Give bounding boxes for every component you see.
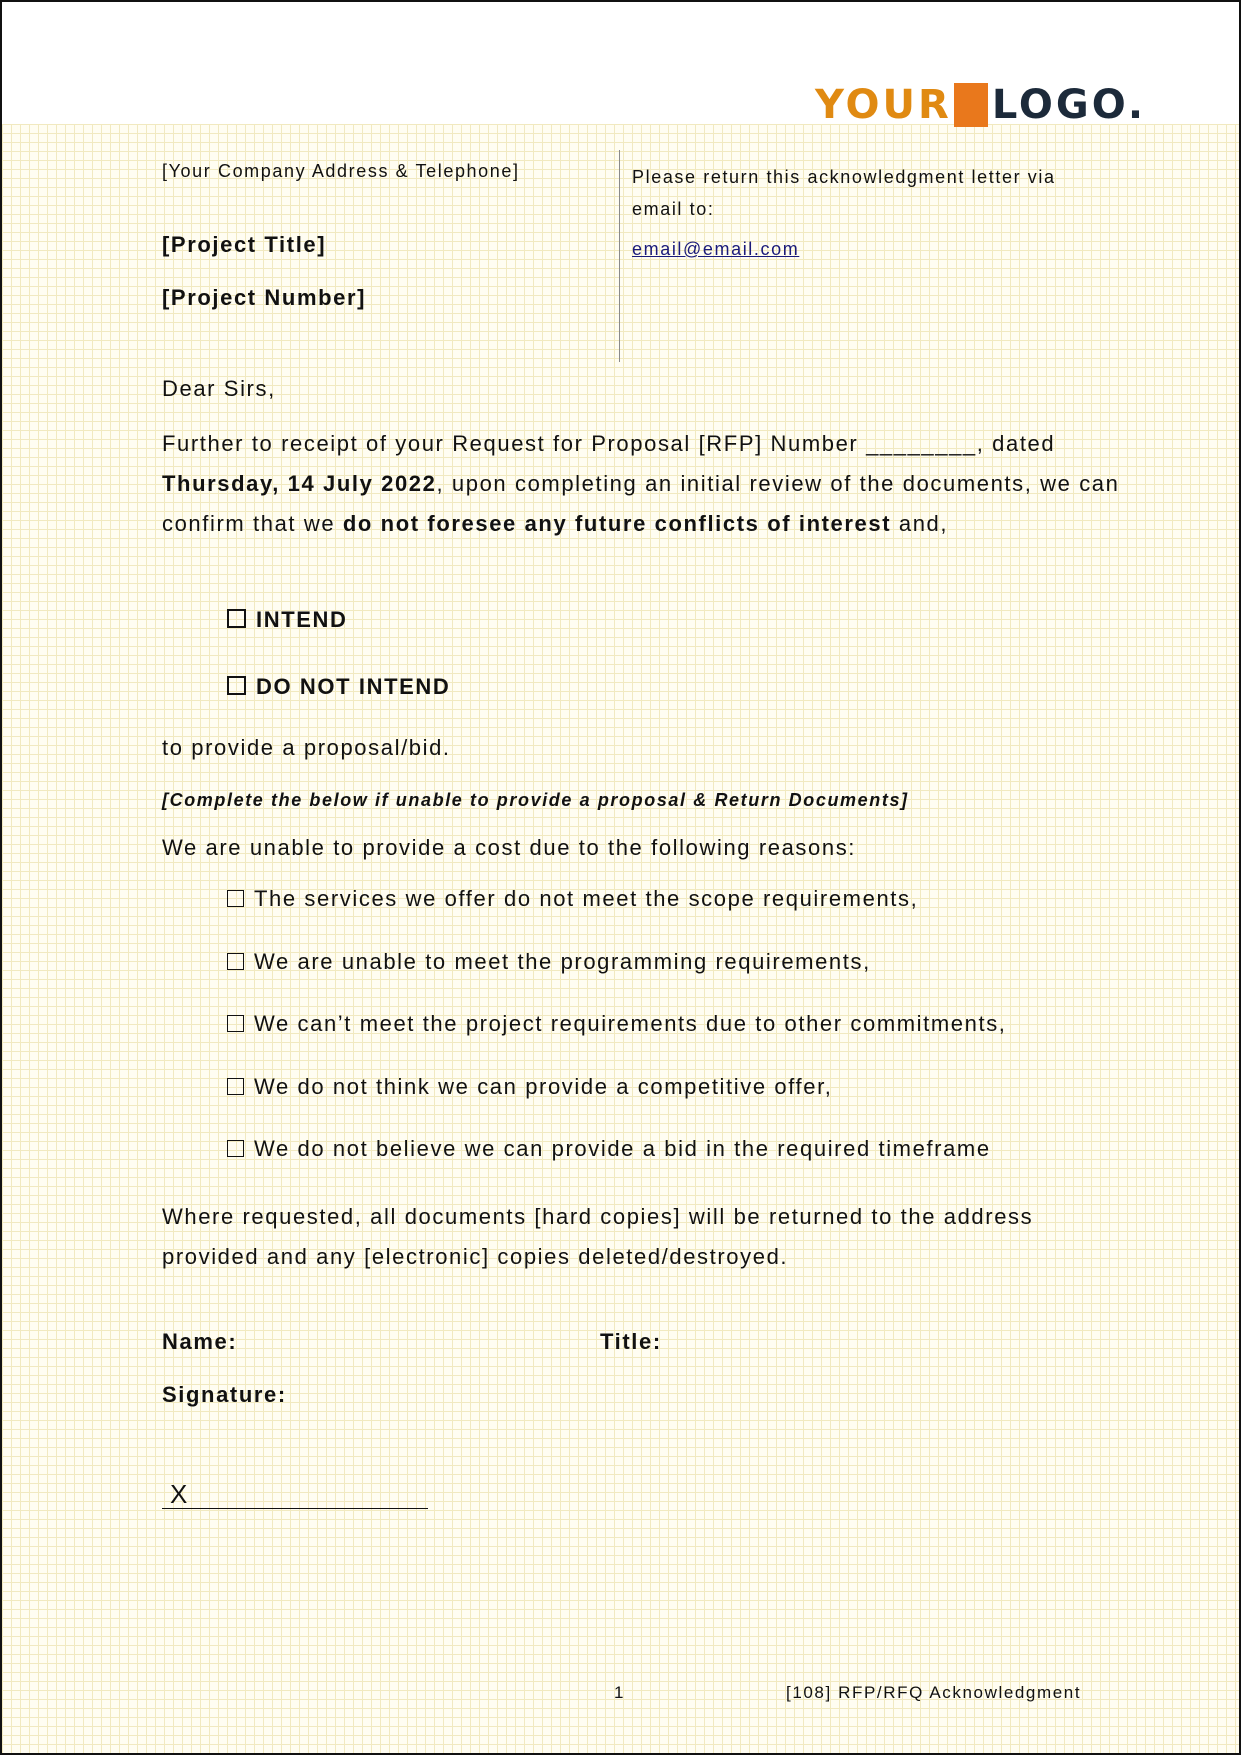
email-link[interactable]: email@email.com xyxy=(632,239,800,259)
instruction-note: [Complete the below if unable to provide a proposal & Return Documents] xyxy=(162,790,909,810)
provide-line: to provide a proposal/bid. xyxy=(162,735,451,760)
greeting: Dear Sirs, xyxy=(162,376,276,401)
conflict-statement: do not foresee any future conflicts of interest xyxy=(342,511,892,536)
checkbox-reason[interactable] xyxy=(227,953,244,970)
reason-item[interactable] xyxy=(227,886,918,912)
signature-line[interactable] xyxy=(162,1508,428,1509)
project-number: [Project Number] xyxy=(162,285,367,310)
option-intend[interactable] xyxy=(227,607,348,633)
company-logo xyxy=(815,82,1146,128)
reason-item[interactable] xyxy=(227,949,871,975)
reason-label: We do not think we can provide a competitive offer, xyxy=(254,1074,833,1099)
signature-x-mark: X xyxy=(170,1479,188,1509)
logo-square-icon xyxy=(954,83,988,127)
reason-label: We are unable to meet the programming requirements, xyxy=(254,949,871,974)
checkbox-intend[interactable] xyxy=(227,609,246,628)
checkbox-do-not-intend[interactable] xyxy=(227,676,246,695)
option-do-not-intend[interactable] xyxy=(227,674,450,700)
name-label: Name: xyxy=(162,1329,238,1354)
reason-label: The services we offer do not meet the scope requirements, xyxy=(254,886,919,911)
checkbox-reason[interactable] xyxy=(227,1078,244,1095)
option-do-not-intend-label: DO NOT INTEND xyxy=(256,674,451,699)
document-reference: [108] RFP/RFQ Acknowledgment xyxy=(786,1683,1082,1702)
return-instruction: Please return this acknowledgment letter via email to: xyxy=(632,167,1056,219)
reason-label: We can’t meet the project requirements due to other commitments, xyxy=(254,1011,1007,1036)
title-label: Title: xyxy=(600,1329,662,1354)
page-number: 1 xyxy=(614,1683,626,1702)
intro-text-c: and, xyxy=(891,511,949,536)
project-title: [Project Title] xyxy=(162,232,327,257)
intro-text-a: Further to receipt of your Request for Proposal [RFP] Number ________, dated xyxy=(162,431,1056,456)
unable-line: We are unable to provide a cost due to the following reasons: xyxy=(162,835,857,860)
signature-label: Signature: xyxy=(162,1382,287,1407)
logo-word-logo: LOGO. xyxy=(991,82,1147,128)
option-intend-label: INTEND xyxy=(256,607,348,632)
logo-word-your: YOUR xyxy=(815,82,952,128)
reason-item[interactable] xyxy=(227,1074,833,1100)
intro-paragraph xyxy=(162,424,1122,544)
reason-label: We do not believe we can provide a bid in the required timeframe xyxy=(254,1136,991,1161)
intro-text-b: , upon completing an initial review of the documents, we can confirm that we xyxy=(162,471,1120,536)
return-documents-paragraph: Where requested, all documents [hard copies] will be returned to the address provided and any [electronic] copies deleted/destroyed. xyxy=(162,1204,1034,1269)
rfp-date: Thursday, 14 July 2022 xyxy=(162,471,437,496)
company-address: [Your Company Address & Telephone] xyxy=(162,161,520,181)
reason-item[interactable] xyxy=(227,1136,991,1162)
checkbox-reason[interactable] xyxy=(227,1015,244,1032)
checkbox-reason[interactable] xyxy=(227,1140,244,1157)
reason-item[interactable] xyxy=(227,1011,1007,1037)
checkbox-reason[interactable] xyxy=(227,890,244,907)
header-divider xyxy=(619,150,620,362)
